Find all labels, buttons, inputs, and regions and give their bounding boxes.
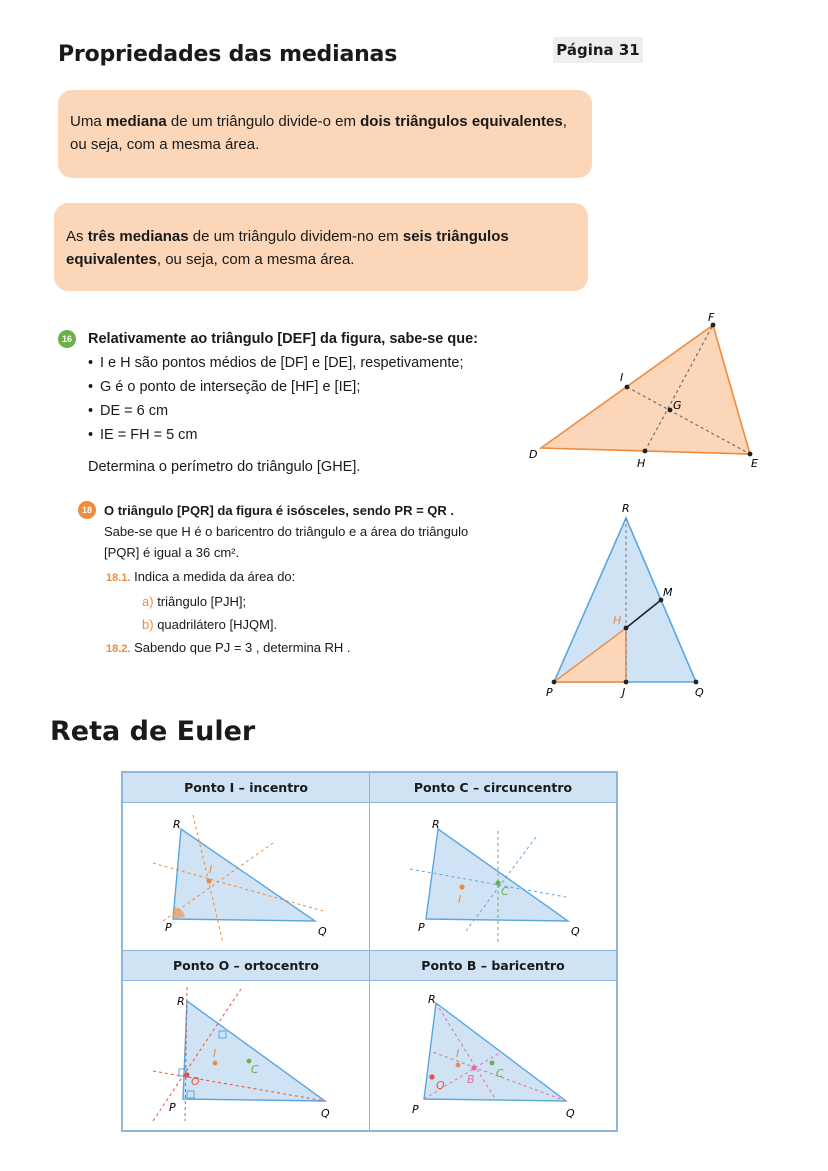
label-c: C	[251, 1063, 259, 1076]
triangle-pqr-figure	[540, 500, 720, 705]
triangle-def	[541, 325, 750, 454]
bullet-item: • IE = FH = 5 cm	[88, 427, 198, 443]
question-number: 18.2.	[106, 643, 131, 655]
label-p: P	[169, 1101, 176, 1114]
incentro-figure	[123, 803, 369, 945]
point-h	[643, 449, 648, 454]
circuncentro-figure	[370, 803, 616, 945]
header-circuncentro: Ponto C – circuncentro	[370, 772, 618, 803]
header-baricentro: Ponto B – baricentro	[370, 951, 618, 981]
label-r: R	[428, 993, 436, 1006]
bullet-item: • G é o ponto de interseção de [HF] e [IE];	[88, 379, 361, 395]
label-g: G	[673, 399, 682, 412]
question-text: Sabendo que PJ = 3 , determina RH .	[134, 640, 351, 655]
label-j: J	[622, 686, 626, 699]
exercise-statement: O triângulo [PQR] da figura é isósceles, sendo PR = QR .	[104, 503, 454, 518]
label-m: M	[663, 586, 673, 599]
label-r: R	[177, 995, 185, 1008]
label-i: I	[458, 893, 462, 906]
label-h: H	[637, 457, 646, 470]
point-i	[206, 878, 211, 883]
exercise-18: 18 O triângulo [PQR] da figura é isósceles, sendo PR = QR . Sabe-se que H é o baricentro do triângulo e a área do triângulo [PQR] é igual a 36 cm². 18.1. Indica a medida da área do: a) triângulo [PJH]; b) quadrilátero [HJQM]. 18.2. Sabendo que PJ = 3 , determina RH .	[78, 500, 508, 660]
label-q: Q	[571, 925, 580, 938]
cell-incentro	[122, 803, 370, 951]
exercise-task: Determina o perímetro do triângulo [GHE].	[88, 459, 361, 475]
point-h	[624, 626, 629, 631]
triangle-def-figure	[525, 310, 765, 475]
label-q: Q	[695, 686, 704, 699]
cell-ortocentro	[122, 981, 370, 1132]
label-i: I	[209, 863, 213, 876]
point-i	[459, 884, 464, 889]
cell-baricentro	[370, 981, 618, 1132]
point-p	[552, 680, 557, 685]
label-r: R	[173, 818, 181, 831]
label-p: P	[165, 921, 172, 934]
triangle	[183, 1001, 325, 1101]
point-i	[213, 1061, 218, 1066]
label-o: O	[191, 1075, 200, 1088]
exercise-number-badge: 16	[58, 330, 76, 348]
page-number-badge: Página 31	[553, 37, 643, 63]
label-q: Q	[321, 1107, 330, 1120]
header-incentro: Ponto I – incentro	[122, 772, 370, 803]
label-i: I	[213, 1047, 217, 1060]
point-i	[625, 385, 630, 390]
euler-table	[121, 771, 618, 1132]
label-p: P	[412, 1103, 419, 1116]
point-c	[490, 1061, 495, 1066]
label-o: O	[436, 1079, 445, 1092]
bullet-item: • DE = 6 cm	[88, 403, 169, 419]
label-c: C	[496, 1067, 504, 1080]
label-i: I	[456, 1047, 460, 1060]
point-i	[456, 1063, 461, 1068]
label-h: H	[613, 614, 622, 627]
bullet-item: • I e H são pontos médios de [DF] e [DE], respetivamente;	[88, 355, 464, 371]
baricentro-figure	[370, 981, 616, 1125]
item-text: triângulo [PJH];	[157, 594, 247, 609]
label-i: I	[620, 371, 624, 384]
three-medians-box: As três medianas de um triângulo dividem-no em seis triângulos equivalentes, ou seja, com a mesma área.	[54, 203, 588, 291]
label-p: P	[546, 686, 553, 699]
label-r: R	[622, 502, 630, 515]
median-property-box: Uma mediana de um triângulo divide-o em dois triângulos equivalentes, ou seja, com a mesma área.	[58, 90, 592, 178]
label-c: C	[501, 885, 509, 898]
point-c	[495, 880, 500, 885]
label-q: Q	[318, 925, 327, 938]
point-o	[429, 1074, 434, 1079]
cell-circuncentro	[370, 803, 618, 951]
point-q	[694, 680, 699, 685]
exercise-16	[58, 327, 518, 479]
point-g	[668, 408, 673, 413]
ortocentro-figure	[123, 981, 369, 1125]
point-e	[748, 452, 753, 457]
header-ortocentro: Ponto O – ortocentro	[122, 951, 370, 981]
label-r: R	[432, 818, 440, 831]
triangle	[426, 829, 568, 921]
label-e: E	[751, 457, 758, 470]
point-o	[184, 1072, 189, 1077]
exercise-number-badge: 18	[78, 501, 96, 519]
section-title: Reta de Euler	[50, 716, 256, 747]
label-b: B	[467, 1073, 475, 1086]
label-f: F	[708, 311, 715, 324]
item-letter: a)	[142, 594, 154, 609]
page-title: Propriedades das medianas	[58, 42, 398, 67]
question-text: Indica a medida da área do:	[134, 569, 296, 584]
label-p: P	[418, 921, 425, 934]
item-text: quadrilátero [HJQM].	[157, 617, 278, 632]
label-q: Q	[566, 1107, 575, 1120]
exercise-statement: Relativamente ao triângulo [DEF] da figura, sabe-se que:	[88, 331, 478, 347]
label-d: D	[529, 448, 538, 461]
point-j	[624, 680, 629, 685]
point-b	[471, 1065, 476, 1070]
question-number: 18.1.	[106, 572, 131, 584]
item-letter: b)	[142, 617, 154, 632]
